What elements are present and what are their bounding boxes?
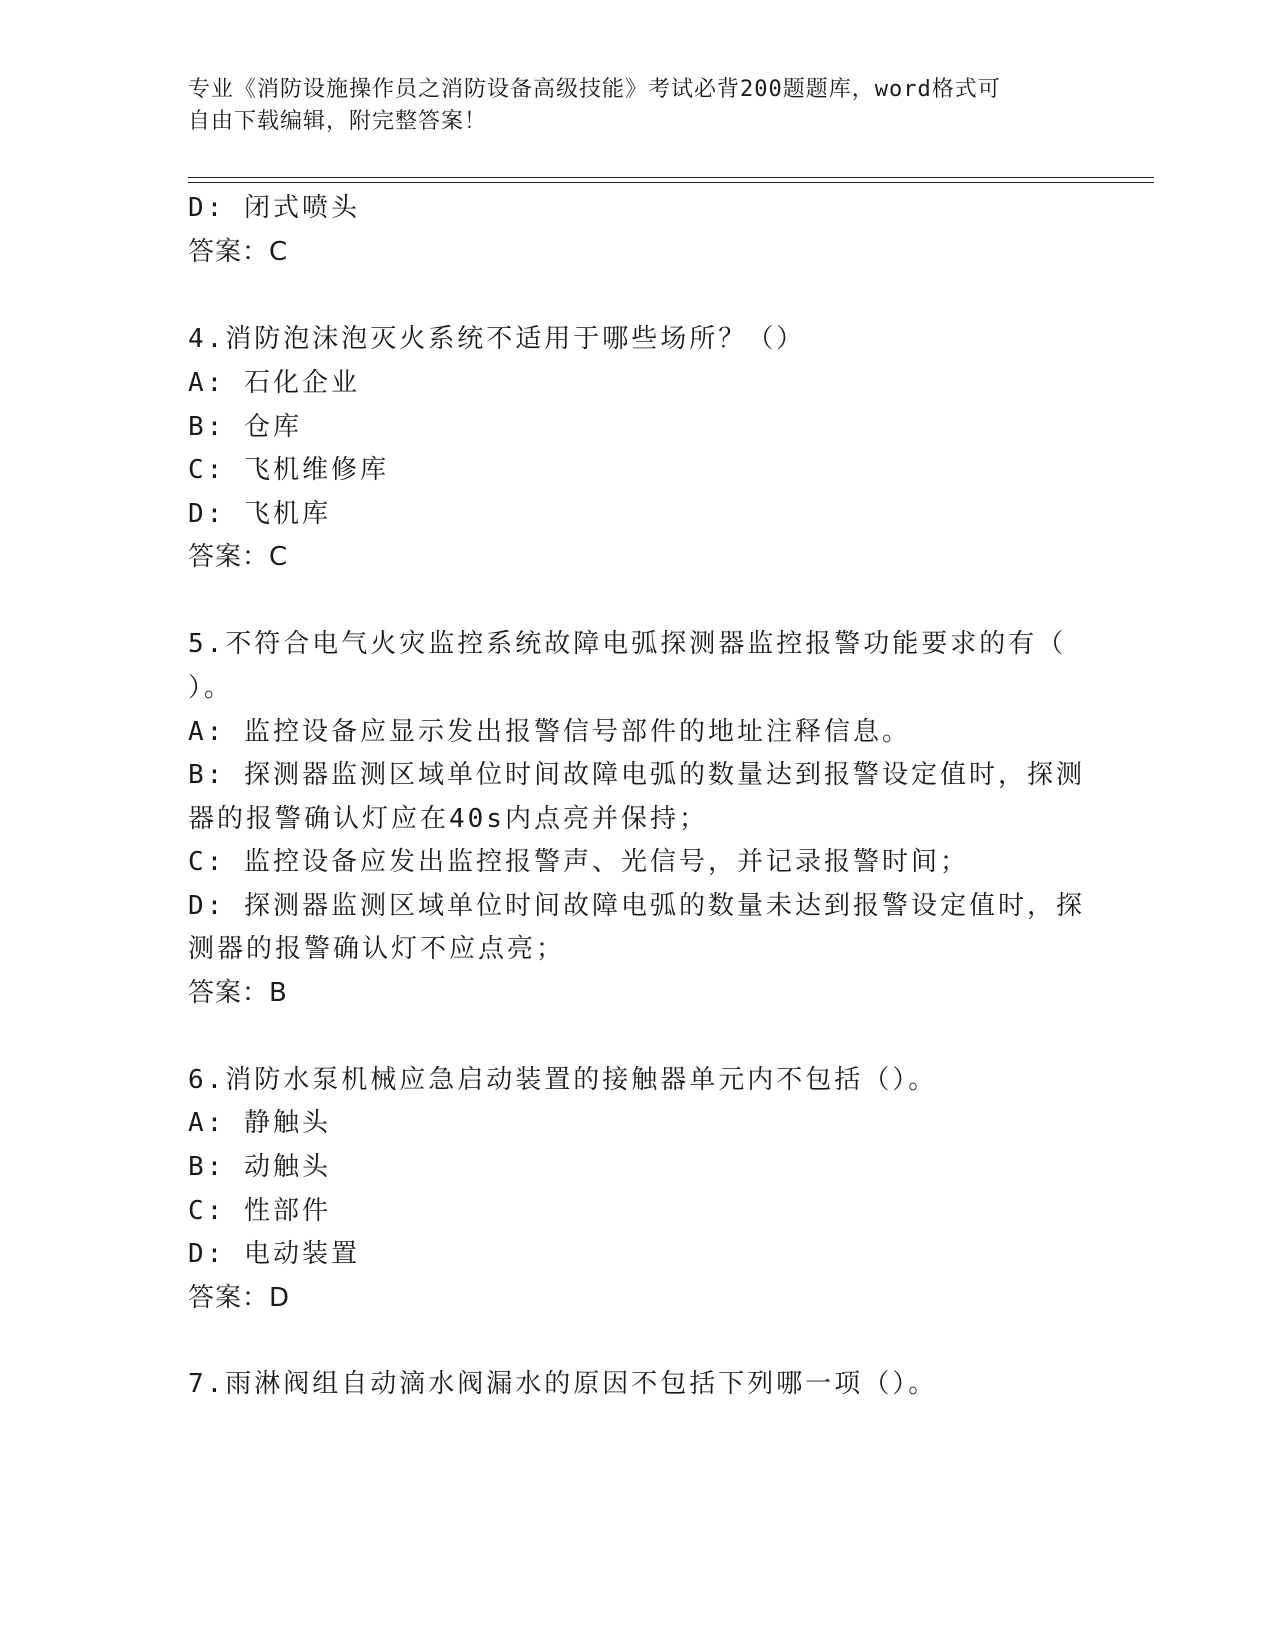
q5-option-b-line2: 器的报警确认灯应在40s内点亮并保持； bbox=[188, 804, 708, 834]
q4-option-d: D: 飞机库 bbox=[188, 499, 331, 529]
q5-question-line2: ）。 bbox=[188, 673, 234, 703]
q5-answer: 答案：B bbox=[188, 978, 288, 1008]
q4-option-b: B: 仓库 bbox=[188, 412, 302, 442]
q3-option-d: D: 闭式喷头 bbox=[188, 193, 360, 223]
q4-answer: 答案：C bbox=[188, 542, 289, 572]
header-title-line2: 自由下载编辑，附完整答案！ bbox=[188, 109, 488, 134]
document-header bbox=[188, 74, 1068, 138]
q6-option-b: B: 动触头 bbox=[188, 1152, 331, 1182]
q4-question: 4.消防泡沫泡灭火系统不适用于哪些场所？（） bbox=[188, 324, 806, 354]
q5-option-d-line1: D: 探测器监测区域单位时间故障电弧的数量未达到报警设定值时，探 bbox=[188, 891, 1085, 921]
q6-option-d: D: 电动装置 bbox=[188, 1239, 360, 1269]
q6-answer: 答案：D bbox=[188, 1283, 291, 1313]
q3-answer: 答案：C bbox=[188, 237, 289, 267]
q4-option-a: A: 石化企业 bbox=[188, 368, 360, 398]
q5-option-c: C: 监控设备应发出监控报警声、光信号，并记录报警时间； bbox=[188, 847, 969, 877]
header-divider-bottom bbox=[188, 182, 1154, 183]
q4-option-c: C: 飞机维修库 bbox=[188, 455, 389, 485]
header-divider-top bbox=[188, 177, 1154, 178]
q5-option-b-line1: B: 探测器监测区域单位时间故障电弧的数量达到报警设定值时，探测 bbox=[188, 760, 1085, 790]
q6-question: 6.消防水泵机械应急启动装置的接触器单元内不包括（）。 bbox=[188, 1065, 938, 1095]
q5-question-line1: 5.不符合电气火灾监控系统故障电弧探测器监控报警功能要求的有（ bbox=[188, 629, 1067, 659]
header-title-line1: 专业《消防设施操作员之消防设备高级技能》考试必背200题题库，word格式可 bbox=[188, 77, 1001, 102]
q5-option-a: A: 监控设备应显示发出报警信号部件的地址注释信息。 bbox=[188, 717, 911, 747]
q6-option-c: C: 性部件 bbox=[188, 1196, 331, 1226]
q5-option-d-line2: 测器的报警确认灯不应点亮； bbox=[188, 934, 566, 964]
q7-question: 7.雨淋阀组自动滴水阀漏水的原因不包括下列哪一项（）。 bbox=[188, 1369, 938, 1399]
q6-option-a: A: 静触头 bbox=[188, 1108, 331, 1138]
